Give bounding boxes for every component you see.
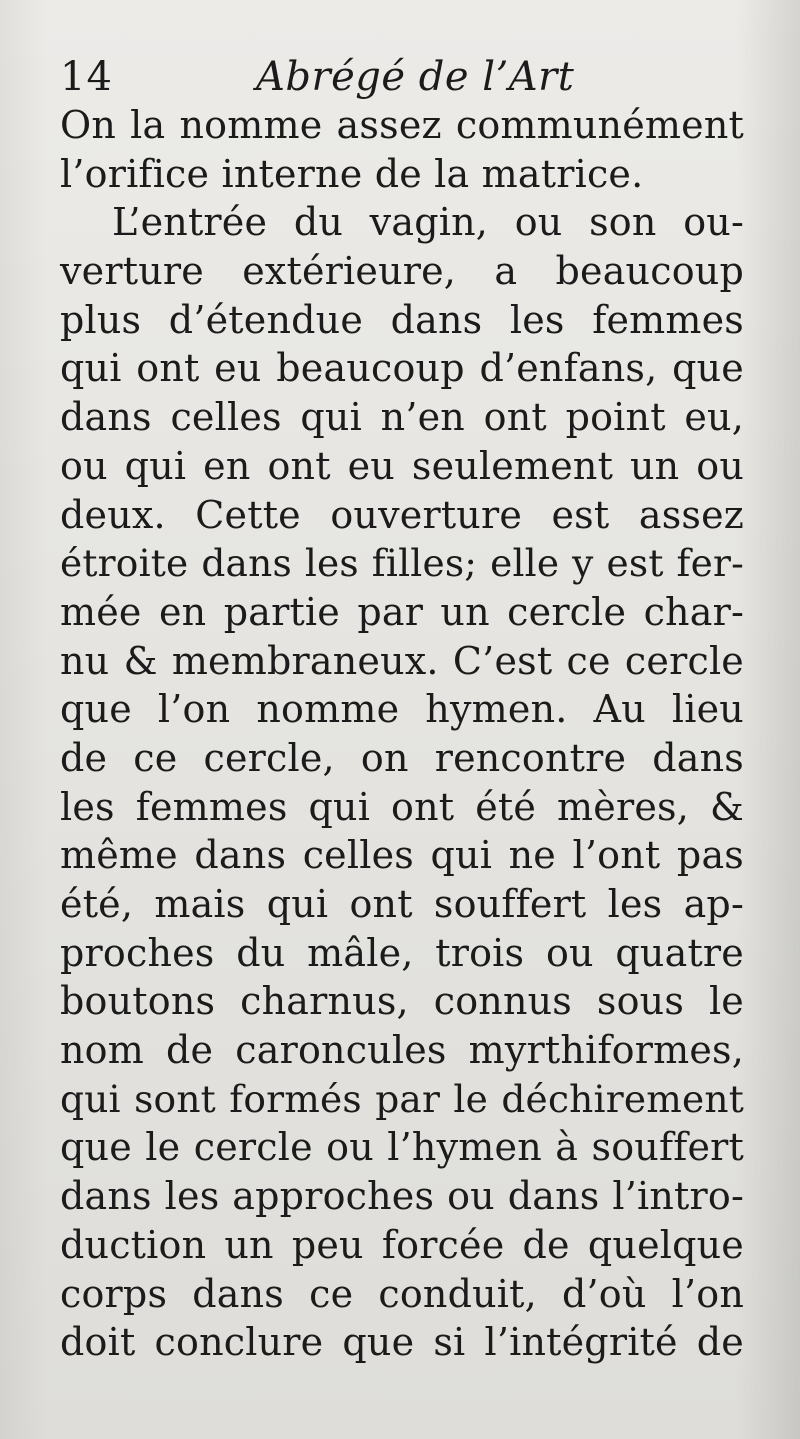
text-line: L’entrée du vagin, ou son ou- [112, 200, 744, 245]
page-number: 14 [60, 54, 113, 100]
page-header [58, 52, 748, 102]
text-line: qui ont eu beaucoup d’enfans, que [60, 346, 744, 391]
body-text [60, 101, 744, 1367]
text-line: boutons charnus, connus sous le [60, 979, 744, 1024]
text-line: On la nomme assez communément [60, 103, 744, 147]
text-line: que l’on nomme hymen. Au lieu [60, 687, 744, 732]
text-line: même dans celles qui ne l’ont pas [60, 833, 744, 878]
text-line: nom de caroncules myrthiformes, [60, 1028, 744, 1073]
text-line: doit conclure que si l’intégrité de [60, 1320, 744, 1365]
text-line: duction un peu forcée de quelque [60, 1222, 744, 1267]
text-line: mée en partie par un cercle char- [60, 589, 744, 634]
text-line: deux. Cette ouverture est assez [60, 492, 744, 537]
text-line: qui sont formés par le déchirement [60, 1076, 744, 1121]
text-line: proches du mâle, trois ou quatre [60, 930, 744, 975]
text-line: corps dans ce conduit, d’où l’on [60, 1271, 744, 1316]
text-line: verture extérieure, a beaucoup [60, 249, 744, 294]
text-line: de ce cercle, on rencontre dans [60, 735, 744, 780]
running-title: Abrégé de l’Art [256, 54, 575, 100]
text-line: ou qui en ont eu seulement un ou [60, 443, 744, 488]
text-line: nu & membraneux. C’est ce cercle [60, 638, 744, 683]
text-line: dans celles qui n’en ont point eu, [60, 395, 744, 440]
text-line: plus d’étendue dans les femmes [60, 297, 744, 342]
text-line: l’orifice interne de la matrice. [60, 151, 644, 196]
text-line: dans les approches ou dans l’intro- [60, 1174, 744, 1219]
text-line: que le cercle ou l’hymen à souffert [60, 1125, 744, 1170]
text-line: les femmes qui ont été mères, & [60, 784, 744, 829]
text-line: été, mais qui ont souffert les ap- [60, 882, 744, 926]
text-line: étroite dans les filles; elle y est fer- [60, 541, 744, 586]
